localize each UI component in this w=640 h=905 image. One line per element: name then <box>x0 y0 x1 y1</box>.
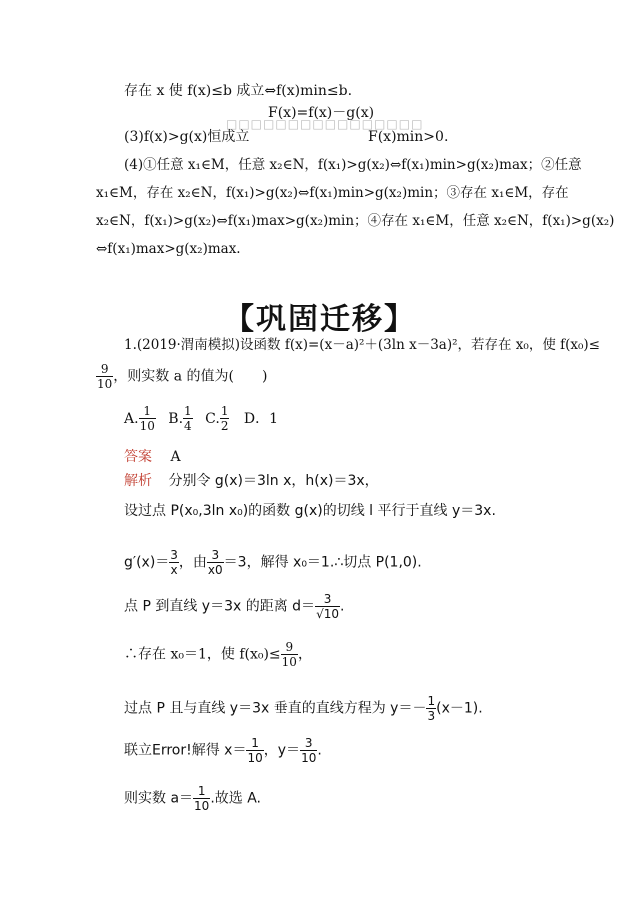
solution-line-1: 解析 分别令 g(x)＝3ln x，h(x)＝3x， <box>124 473 379 489</box>
text-line-3b: F(x)min>0. <box>368 129 449 145</box>
text-line-6: x₂∈N，f(x₁)>g(x₂)⇔f(x₁)max>g(x₂)min；④存在 x₁∈M，任意 x₂∈N，f(x₁)>g(x₂) <box>96 213 615 229</box>
problem-stem: 1.(2019·渭南模拟)设函数 f(x)=(x－a)²＋(3ln x－3a)²，若存在 x₀，使 f(x₀)≤ <box>124 337 600 353</box>
solution-line-4: 点 P 到直线 y＝3x 的距离 d＝ $\frac{3}{√10}$ . <box>124 592 345 621</box>
option-d[interactable]: D．1 <box>243 410 279 427</box>
solution-label: 解析 <box>124 473 152 489</box>
solution-line-8: 则实数 a＝ $\frac{1}{10}$ .故选 A. <box>124 784 261 813</box>
watermark-text: □□□□□□□□□□□□□□□□ <box>226 117 424 131</box>
options-row <box>124 404 278 433</box>
option-c[interactable]: C. $\frac{1}{2}$ <box>205 404 229 433</box>
text-line-4: (4)①任意 x₁∈M，任意 x₂∈N，f(x₁)>g(x₂)⇔f(x₁)min>g(x₂)max；②任意 <box>124 157 582 173</box>
solution-line-2: 设过点 P(x₀,3ln x₀)的函数 g(x)的切线 l 平行于直线 y＝3x. <box>124 503 496 519</box>
problem-stem-2: $\frac{9}{10}$ ，则实数 a 的值为( ) <box>97 362 268 391</box>
text-line-1: 存在 x 使 f(x)≤b 成立⇔f(x)min≤b. <box>124 83 353 99</box>
option-b[interactable]: B. $\frac{1}{4}$ <box>168 404 192 433</box>
solution-line-6: 过点 P 且与直线 y＝3x 垂直的直线方程为 y＝－ $\frac{1}{3}$ (x－1). <box>124 694 483 723</box>
solution-line-5: ∴存在 x₀＝1，使 f(x₀)≤ $\frac{9}{10}$ ， <box>124 640 312 669</box>
text-line-2: F(x)=f(x)－g(x) <box>268 105 375 121</box>
solution-line-3: g′(x)＝ $\frac{3}{x}$ ，由 $\frac{3}{x0}$ ＝3，解得 x₀＝1.∴切点 P(1,0). <box>124 548 422 577</box>
fraction: $\frac{9}{10}$ <box>97 362 113 391</box>
section-title: 【巩固迁移】 <box>224 302 416 337</box>
answer-line <box>124 448 181 466</box>
solution-line-7: 联立Error!解得 x＝ $\frac{1}{10}$ ，y＝ $\frac{3}{10}$ . <box>124 736 322 765</box>
answer-value: A <box>170 449 181 465</box>
option-a[interactable]: A. $\frac{1}{10}$ <box>124 404 155 433</box>
text-line-3a: (3)f(x)>g(x)恒成立 <box>124 129 250 145</box>
answer-label: 答案 <box>124 449 152 465</box>
text-line-5: x₁∈M，存在 x₂∈N，f(x₁)>g(x₂)⇔f(x₁)min>g(x₂)min；③存在 x₁∈M，存在 <box>96 185 569 201</box>
text-line-7: ⇔f(x₁)max>g(x₂)max. <box>96 241 241 257</box>
